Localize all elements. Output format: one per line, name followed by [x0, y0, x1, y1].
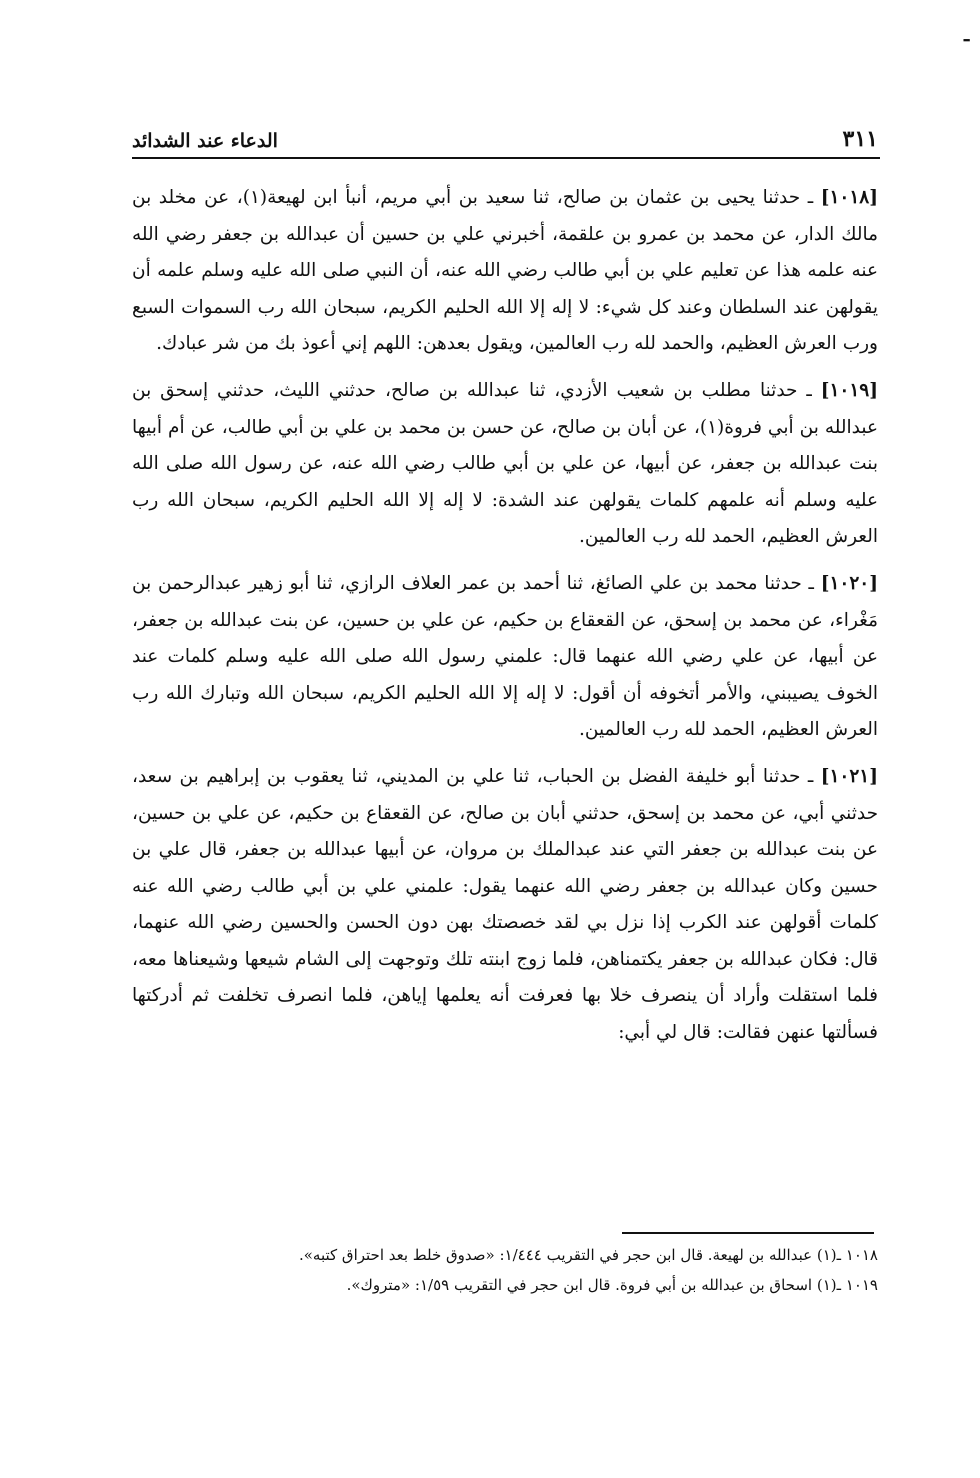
hadith-text: ـ حدثنا مطلب بن شعيب الأزدي، ثنا عبدالله بن صالح، حدثني الليث، حدثني إسحق بن عبدالله بن أبي فروة(١)، عن أبان بن صالح، عن حسن بن محمد بن علي بن أبي طالب، عن أم أبيها بنت عبدالله بن جعفر، عن أبيها، عن علي بن أبي طالب رضي الله عنه، عن رسول الله صلى الله عليه وسلم أنه علمهم كلمات يقولهن عند الشدة: لا إله إلا الله الحليم الكريم، سبحان الله رب العرش العظيم، الحمد لله رب العالمين.	[132, 379, 878, 548]
hadith-1020	[132, 566, 878, 749]
hadith-1021	[132, 759, 878, 1052]
hadith-number: [١٠١٨]	[820, 187, 878, 208]
footnotes	[132, 1240, 878, 1300]
page-number: ٣١١	[842, 126, 878, 152]
header-rule	[132, 157, 880, 159]
footnote-rule	[622, 1232, 874, 1234]
running-title: الدعاء عند الشدائد	[132, 130, 278, 152]
hadith-number: [١٠٢١]	[820, 765, 878, 787]
hadith-text: ـ حدثنا محمد بن علي الصائغ، ثنا أحمد بن عمر العلاف الرازي، ثنا أبو زهير عبدالرحمن بن مَغْراء، عن محمد بن إسحق، عن القعقاع بن حكيم، عن علي بن حسين، عن بنت عبدالله بن جعفر، عن أبيها، عن علي رضي الله عنهما قال: علمني رسول الله صلى الله عليه وسلم كلمات عند الخوف يصيبني، والأمر أتخوفه أن أقول: لا إله إلا الله الحليم الكريم، سبحان الله وتبارك الله رب العرش العظيم، الحمد لله رب العالمين.	[132, 572, 878, 741]
footnote-1019: ١٠١٩ ـ(١) اسحاق بن عبدالله بن أبي فروة. قال ابن حجر في التقريب ١/٥٩: «متروك».	[346, 1276, 878, 1294]
corner-mark: ـ	[964, 25, 970, 46]
hadith-1018	[132, 180, 878, 363]
body-text	[132, 180, 878, 1062]
footnote-1018: ١٠١٨ ـ(١) عبدالله بن لهيعة. قال ابن حجر في التقريب ١/٤٤٤: «صدوق خلط بعد احتراق كتبه».	[298, 1246, 878, 1264]
hadith-number: [١٠٢٠]	[820, 572, 878, 594]
hadith-text: ـ حدثنا أبو خليفة الفضل بن الحباب، ثنا علي بن المديني، ثنا يعقوب بن إبراهيم بن سعد، حدثني أبي، عن محمد بن إسحق، حدثني أبان بن صالح، عن القعقاع بن حكيم، عن علي بن حسين، عن بنت عبدالله بن جعفر التي عند عبدالملك بن مروان، عن أبيها عبدالله بن جعفر، قال علي بن حسين وكان عبدالله بن جعفر رضي الله عنهما يقول: علمني علي بن أبي طالب رضي الله عنه كلمات أقولهن عند الكرب إذا نزل بي لقد خصصتك بهن دون الحسن والحسين رضي الله عنهما، قال: فكان عبدالله بن جعفر يكتمناهن، فلما زوج ابنته تلك وتوجهت إلى الشام شيعها وشيعناها معه، فلما استقلت وأراد أن ينصرف خلا بها فعرفت أنه يعلمها إياهن، فلما انصرف تخلفت ثم أدركتها فسألتها عنهن فقالت: قال لي أبي:	[132, 765, 879, 1044]
hadith-text: ـ حدثنا يحيى بن عثمان بن صالح، ثنا سعيد بن أبي مريم، أنبأ ابن لهيعة(١)، عن مخلد بن مالك الدار، عن محمد بن عمرو بن علقمة، أخبرني علي بن حسين أن عبدالله بن جعفر رضي الله عنه علمه هذا عن تعليم علي بن أبي طالب رضي الله عنه، أن النبي صلى الله عليه وسلم علمه أن يقولهن عند السلطان وعند كل شيء: لا إله إلا الله الحليم الكريم، سبحان الله رب السموات السبع ورب العرش العظيم، والحمد لله رب العالمين، ويقول بعدهن: اللهم إني أعوذ بك من شر عبادك.	[132, 187, 878, 355]
hadith-number: [١٠١٩]	[820, 379, 878, 401]
hadith-1019	[132, 373, 878, 556]
page-header	[132, 112, 878, 152]
